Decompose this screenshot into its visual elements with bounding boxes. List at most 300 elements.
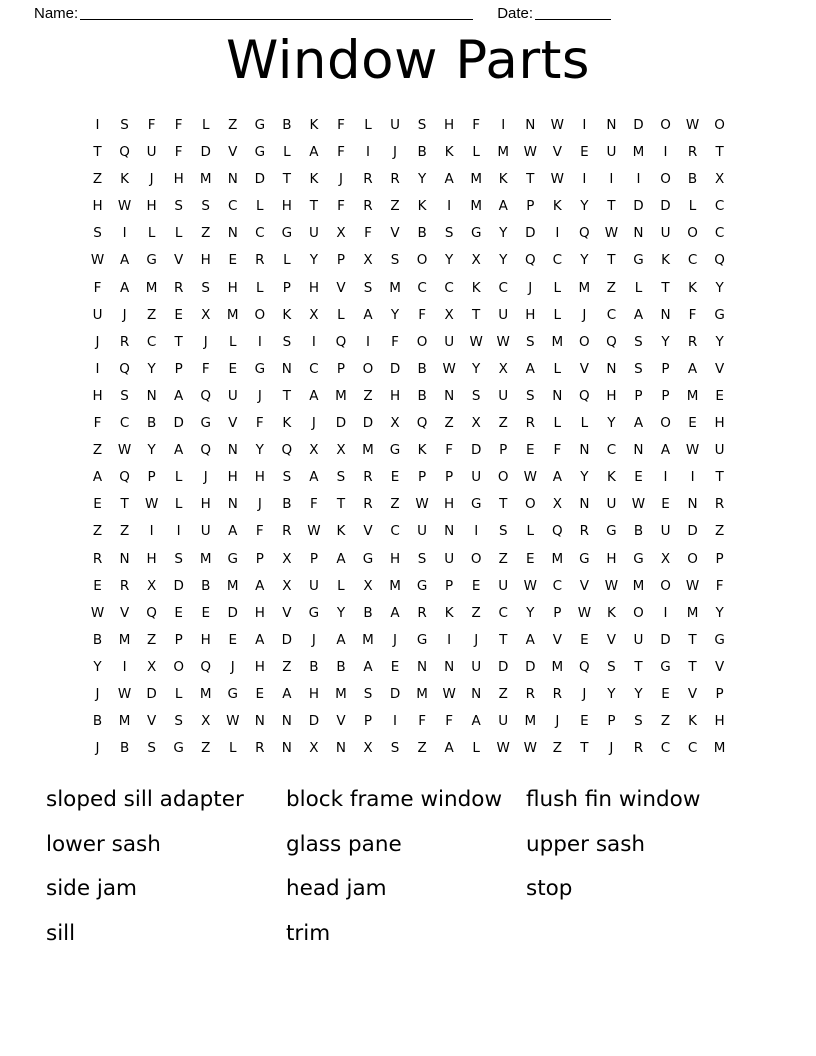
grid-cell[interactable]: A [390, 604, 400, 621]
grid-cell[interactable]: E [255, 685, 265, 702]
grid-cell[interactable]: D [200, 144, 211, 161]
grid-cell[interactable]: S [147, 740, 156, 757]
grid-cell[interactable]: F [310, 496, 318, 513]
grid-cell[interactable]: D [308, 713, 320, 730]
grid-cell[interactable]: R [363, 198, 373, 215]
grid-cell[interactable]: Y [472, 360, 481, 377]
grid-cell[interactable]: X [146, 658, 157, 675]
grid-cell[interactable]: L [553, 360, 562, 377]
grid-cell[interactable]: W [117, 685, 132, 702]
grid-cell[interactable]: K [417, 198, 427, 215]
grid-cell[interactable]: W [307, 523, 321, 540]
grid-cell[interactable]: M [578, 279, 591, 296]
grid-cell[interactable]: Q [281, 442, 293, 459]
grid-cell[interactable]: N [227, 496, 238, 513]
grid-cell[interactable]: H [146, 550, 157, 567]
grid-cell[interactable]: L [472, 740, 480, 757]
grid-cell[interactable]: M [226, 306, 239, 323]
grid-cell[interactable]: Y [580, 252, 589, 269]
grid-cell[interactable]: M [686, 387, 699, 404]
grid-cell[interactable]: N [119, 550, 130, 567]
grid-cell[interactable]: I [690, 469, 695, 486]
grid-cell[interactable]: I [501, 117, 506, 133]
grid-cell[interactable]: M [199, 550, 212, 567]
grid-cell[interactable]: P [661, 360, 670, 377]
grid-cell[interactable]: N [579, 442, 590, 459]
grid-cell[interactable]: Z [498, 550, 508, 567]
grid-cell[interactable]: Z [498, 685, 508, 702]
grid-cell[interactable]: I [366, 333, 370, 350]
grid-cell[interactable]: A [309, 469, 319, 486]
grid-cell[interactable]: G [470, 225, 482, 242]
grid-cell[interactable]: D [525, 225, 536, 242]
grid-cell[interactable]: M [335, 387, 347, 404]
grid-cell[interactable]: P [418, 469, 427, 486]
grid-cell[interactable]: B [201, 577, 211, 594]
grid-cell[interactable]: A [174, 387, 184, 404]
grid-cell[interactable]: H [200, 252, 211, 269]
grid-cell[interactable]: F [147, 117, 156, 133]
grid-cell[interactable]: I [393, 713, 398, 730]
grid-cell[interactable]: Y [607, 415, 616, 432]
grid-cell[interactable]: H [525, 306, 536, 323]
grid-cell[interactable]: K [336, 523, 346, 540]
grid-cell[interactable]: X [471, 252, 481, 269]
grid-cell[interactable]: Y [661, 333, 670, 350]
grid-cell[interactable]: E [390, 469, 400, 486]
grid-cell[interactable]: J [203, 333, 208, 350]
grid-cell[interactable]: E [93, 577, 102, 594]
word-list-item[interactable]: flush fin window [526, 787, 701, 812]
grid-cell[interactable]: U [444, 550, 455, 567]
grid-cell[interactable]: A [444, 171, 454, 188]
grid-cell[interactable]: H [606, 387, 617, 404]
grid-cell[interactable]: O [660, 171, 671, 188]
grid-cell[interactable]: X [309, 306, 319, 323]
grid-cell[interactable]: I [122, 658, 127, 675]
grid-cell[interactable]: D [633, 198, 644, 215]
grid-cell[interactable]: B [282, 117, 292, 133]
grid-cell[interactable]: T [715, 469, 724, 486]
grid-cell[interactable]: R [552, 685, 563, 702]
grid-cell[interactable]: P [715, 685, 724, 702]
grid-cell[interactable]: M [470, 198, 482, 215]
grid-cell[interactable]: I [474, 523, 479, 540]
grid-cell[interactable]: O [633, 604, 644, 621]
grid-cell[interactable]: C [552, 252, 563, 269]
grid-cell[interactable]: V [579, 577, 589, 594]
grid-cell[interactable]: E [661, 685, 670, 702]
grid-cell[interactable]: B [146, 415, 157, 432]
grid-cell[interactable]: T [607, 252, 616, 269]
grid-cell[interactable]: Y [390, 306, 400, 323]
grid-cell[interactable]: A [174, 442, 184, 459]
grid-cell[interactable]: T [93, 144, 102, 161]
grid-cell[interactable]: I [122, 225, 127, 242]
grid-cell[interactable]: H [444, 496, 455, 513]
grid-cell[interactable]: A [633, 415, 644, 432]
grid-cell[interactable]: W [496, 740, 510, 757]
grid-cell[interactable]: Z [92, 523, 103, 540]
grid-cell[interactable]: Y [255, 442, 264, 459]
grid-cell[interactable]: F [445, 713, 454, 730]
grid-cell[interactable]: X [471, 415, 481, 432]
grid-cell[interactable]: Q [524, 252, 536, 269]
grid-cell[interactable]: J [203, 469, 208, 486]
grid-cell[interactable]: F [715, 577, 724, 594]
grid-cell[interactable]: D [227, 604, 238, 621]
grid-cell[interactable]: R [633, 740, 644, 757]
grid-cell[interactable]: X [498, 360, 508, 377]
grid-cell[interactable]: W [685, 117, 700, 133]
grid-cell[interactable]: X [714, 171, 725, 188]
grid-cell[interactable]: J [311, 631, 316, 648]
grid-cell[interactable]: F [391, 333, 399, 350]
grid-cell[interactable]: K [282, 306, 292, 323]
grid-cell[interactable]: S [174, 550, 183, 567]
grid-cell[interactable]: R [687, 333, 698, 350]
grid-cell[interactable]: H [389, 550, 401, 567]
grid-cell[interactable]: J [230, 658, 235, 675]
grid-cell[interactable]: B [417, 225, 427, 242]
grid-cell[interactable]: Z [201, 740, 211, 757]
grid-cell[interactable]: N [579, 496, 590, 513]
grid-cell[interactable]: L [553, 279, 562, 296]
grid-cell[interactable]: Y [93, 658, 102, 675]
grid-cell[interactable]: B [309, 658, 319, 675]
grid-cell[interactable]: L [147, 225, 156, 242]
grid-cell[interactable]: A [255, 631, 265, 648]
grid-cell[interactable]: D [254, 171, 265, 188]
grid-cell[interactable]: N [227, 225, 238, 242]
grid-cell[interactable]: A [309, 387, 319, 404]
grid-cell[interactable]: E [580, 631, 589, 648]
grid-cell[interactable]: U [660, 225, 671, 242]
grid-cell[interactable]: I [582, 117, 587, 133]
grid-cell[interactable]: H [281, 198, 292, 215]
grid-cell[interactable]: A [525, 631, 535, 648]
grid-cell[interactable]: H [308, 685, 319, 702]
grid-cell[interactable]: B [92, 631, 103, 648]
grid-cell[interactable]: Y [417, 171, 427, 188]
grid-cell[interactable]: S [201, 279, 210, 296]
grid-cell[interactable]: N [606, 360, 617, 377]
grid-cell[interactable]: K [471, 279, 481, 296]
grid-cell[interactable]: M [362, 442, 374, 459]
grid-cell[interactable]: D [498, 658, 509, 675]
grid-cell[interactable]: E [201, 604, 210, 621]
grid-cell[interactable]: M [389, 279, 401, 296]
grid-cell[interactable]: D [660, 198, 671, 215]
grid-cell[interactable]: W [604, 577, 619, 594]
grid-cell[interactable]: J [393, 631, 398, 648]
grid-cell[interactable]: P [499, 442, 508, 459]
name-blank-field[interactable] [80, 6, 473, 20]
grid-cell[interactable]: B [687, 171, 698, 188]
grid-cell[interactable]: T [499, 631, 508, 648]
grid-cell[interactable]: A [228, 523, 238, 540]
grid-cell[interactable]: S [174, 198, 183, 215]
grid-cell[interactable]: O [173, 658, 184, 675]
grid-cell[interactable]: F [337, 117, 345, 133]
grid-cell[interactable]: J [582, 306, 587, 323]
grid-cell[interactable]: U [498, 306, 509, 323]
grid-cell[interactable]: O [470, 550, 482, 567]
grid-cell[interactable]: A [119, 252, 130, 269]
grid-cell[interactable]: V [282, 604, 292, 621]
grid-cell[interactable]: W [469, 333, 483, 350]
grid-cell[interactable]: M [713, 740, 726, 757]
grid-cell[interactable]: Z [390, 198, 400, 215]
grid-cell[interactable]: A [309, 144, 319, 161]
grid-cell[interactable]: N [471, 685, 482, 702]
grid-cell[interactable]: E [93, 496, 102, 513]
grid-cell[interactable]: E [471, 577, 481, 594]
grid-cell[interactable]: Z [146, 631, 157, 648]
grid-cell[interactable]: I [555, 225, 560, 242]
grid-cell[interactable]: Z [92, 442, 103, 459]
grid-cell[interactable]: L [201, 117, 210, 133]
grid-cell[interactable]: H [173, 171, 184, 188]
grid-cell[interactable]: R [255, 252, 265, 269]
grid-cell[interactable]: T [282, 171, 291, 188]
grid-cell[interactable]: M [524, 713, 537, 730]
grid-cell[interactable]: L [283, 144, 291, 161]
grid-cell[interactable]: W [442, 360, 456, 377]
grid-cell[interactable]: K [552, 198, 562, 215]
grid-cell[interactable]: E [634, 469, 643, 486]
grid-cell[interactable]: Q [146, 604, 157, 621]
grid-cell[interactable]: S [417, 117, 427, 133]
grid-cell[interactable]: F [93, 415, 102, 432]
grid-cell[interactable]: Y [634, 685, 643, 702]
grid-cell[interactable]: E [715, 387, 724, 404]
grid-cell[interactable]: A [525, 360, 535, 377]
grid-cell[interactable]: L [364, 117, 372, 133]
grid-cell[interactable]: F [174, 117, 183, 133]
grid-cell[interactable]: U [146, 144, 157, 161]
grid-cell[interactable]: I [609, 171, 614, 188]
grid-cell[interactable]: Z [119, 523, 130, 540]
grid-cell[interactable]: U [308, 225, 319, 242]
grid-cell[interactable]: W [442, 685, 456, 702]
grid-cell[interactable]: C [146, 333, 157, 350]
grid-cell[interactable]: S [93, 225, 102, 242]
grid-cell[interactable]: U [200, 523, 211, 540]
grid-cell[interactable]: D [389, 685, 401, 702]
grid-cell[interactable]: V [552, 631, 562, 648]
grid-cell[interactable]: L [256, 198, 264, 215]
grid-cell[interactable]: C [119, 415, 130, 432]
grid-cell[interactable]: U [606, 496, 617, 513]
grid-cell[interactable]: O [524, 496, 536, 513]
grid-cell[interactable]: A [255, 577, 265, 594]
grid-cell[interactable]: P [607, 713, 616, 730]
grid-cell[interactable]: L [337, 577, 345, 594]
grid-cell[interactable]: S [363, 279, 373, 296]
grid-cell[interactable]: A [444, 740, 454, 757]
grid-cell[interactable]: G [579, 550, 590, 567]
grid-cell[interactable]: M [362, 631, 374, 648]
grid-cell[interactable]: G [660, 658, 671, 675]
grid-cell[interactable]: V [579, 360, 589, 377]
grid-cell[interactable]: B [417, 144, 427, 161]
grid-cell[interactable]: O [497, 469, 509, 486]
grid-cell[interactable]: G [254, 360, 266, 377]
grid-cell[interactable]: L [228, 333, 237, 350]
grid-cell[interactable]: Z [92, 171, 103, 188]
grid-cell[interactable]: I [582, 171, 587, 188]
grid-cell[interactable]: V [714, 360, 725, 377]
grid-cell[interactable]: S [201, 198, 210, 215]
grid-cell[interactable]: M [551, 550, 564, 567]
grid-cell[interactable]: P [526, 198, 535, 215]
grid-cell[interactable]: M [199, 171, 212, 188]
grid-cell[interactable]: U [444, 333, 455, 350]
grid-cell[interactable]: G [254, 144, 266, 161]
grid-cell[interactable]: M [470, 171, 482, 188]
grid-cell[interactable]: D [281, 631, 293, 648]
grid-cell[interactable]: M [686, 604, 699, 621]
grid-cell[interactable]: A [92, 469, 103, 486]
grid-cell[interactable]: F [337, 144, 345, 161]
grid-cell[interactable]: C [498, 279, 508, 296]
grid-cell[interactable]: Y [580, 469, 589, 486]
grid-cell[interactable]: Q [606, 333, 617, 350]
grid-cell[interactable]: I [636, 171, 641, 188]
grid-cell[interactable]: S [634, 360, 643, 377]
grid-cell[interactable]: G [416, 577, 428, 594]
grid-cell[interactable]: C [606, 306, 617, 323]
grid-cell[interactable]: F [418, 713, 426, 730]
grid-cell[interactable]: O [362, 360, 374, 377]
grid-cell[interactable]: R [525, 415, 535, 432]
grid-cell[interactable]: X [363, 577, 373, 594]
grid-cell[interactable]: E [228, 360, 238, 377]
grid-cell[interactable]: C [714, 225, 725, 242]
grid-cell[interactable]: H [254, 604, 265, 621]
grid-cell[interactable]: J [95, 333, 100, 350]
grid-cell[interactable]: S [525, 333, 535, 350]
grid-cell[interactable]: H [227, 469, 238, 486]
grid-cell[interactable]: N [254, 713, 265, 730]
grid-cell[interactable]: E [580, 144, 589, 161]
grid-cell[interactable]: Y [499, 225, 508, 242]
grid-cell[interactable]: G [227, 550, 238, 567]
grid-cell[interactable]: C [498, 604, 508, 621]
grid-cell[interactable]: H [606, 550, 617, 567]
grid-cell[interactable]: W [523, 144, 537, 161]
grid-cell[interactable]: Z [390, 496, 400, 513]
grid-cell[interactable]: C [417, 279, 427, 296]
word-list-item[interactable]: trim [286, 920, 331, 946]
grid-cell[interactable]: A [363, 306, 373, 323]
grid-cell[interactable]: F [553, 442, 562, 459]
grid-cell[interactable]: R [255, 740, 265, 757]
grid-cell[interactable]: U [417, 523, 428, 540]
grid-cell[interactable]: L [553, 306, 562, 323]
grid-cell[interactable]: V [146, 713, 157, 730]
grid-cell[interactable]: N [281, 713, 292, 730]
grid-cell[interactable]: H [92, 387, 103, 404]
grid-cell[interactable]: R [687, 144, 698, 161]
grid-cell[interactable]: Z [444, 415, 454, 432]
grid-cell[interactable]: Z [282, 658, 292, 675]
grid-cell[interactable]: N [417, 658, 428, 675]
grid-cell[interactable]: X [146, 577, 157, 594]
grid-cell[interactable]: R [173, 279, 184, 296]
grid-cell[interactable]: G [389, 442, 401, 459]
grid-cell[interactable]: W [226, 713, 240, 730]
grid-cell[interactable]: V [714, 658, 725, 675]
grid-cell[interactable]: P [661, 387, 670, 404]
grid-cell[interactable]: X [282, 577, 292, 594]
grid-cell[interactable]: R [119, 577, 130, 594]
grid-cell[interactable]: V [687, 685, 698, 702]
grid-cell[interactable]: Y [499, 252, 508, 269]
grid-cell[interactable]: R [363, 171, 373, 188]
word-list-item[interactable]: side jam [46, 876, 137, 901]
grid-cell[interactable]: M [632, 144, 645, 161]
grid-cell[interactable]: H [200, 631, 211, 648]
grid-cell[interactable]: H [254, 658, 265, 675]
grid-cell[interactable]: X [201, 713, 211, 730]
grid-cell[interactable]: Y [309, 252, 319, 269]
grid-cell[interactable]: K [606, 469, 616, 486]
grid-cell[interactable]: S [634, 713, 643, 730]
grid-cell[interactable]: U [471, 658, 482, 675]
grid-cell[interactable]: P [634, 387, 643, 404]
grid-cell[interactable]: J [609, 740, 614, 757]
grid-cell[interactable]: Q [416, 415, 428, 432]
grid-cell[interactable]: T [580, 740, 589, 757]
word-list-item[interactable]: block frame window [286, 787, 503, 812]
grid-cell[interactable]: T [120, 496, 129, 513]
grid-cell[interactable]: O [660, 577, 671, 594]
grid-cell[interactable]: G [470, 496, 482, 513]
grid-cell[interactable]: I [95, 360, 100, 377]
grid-cell[interactable]: N [281, 360, 292, 377]
grid-cell[interactable]: R [714, 496, 725, 513]
grid-cell[interactable]: X [390, 415, 400, 432]
grid-cell[interactable]: Q [200, 442, 212, 459]
grid-cell[interactable]: P [147, 469, 156, 486]
grid-cell[interactable]: A [552, 469, 562, 486]
grid-cell[interactable]: J [311, 415, 316, 432]
grid-cell[interactable]: B [417, 387, 427, 404]
grid-cell[interactable]: D [470, 442, 482, 459]
grid-cell[interactable]: M [551, 658, 564, 675]
grid-cell[interactable]: X [660, 550, 671, 567]
grid-cell[interactable]: X [309, 740, 319, 757]
grid-cell[interactable]: V [363, 523, 373, 540]
grid-cell[interactable]: V [228, 415, 238, 432]
grid-cell[interactable]: S [471, 387, 481, 404]
grid-cell[interactable]: S [607, 658, 616, 675]
grid-cell[interactable]: Z [606, 279, 617, 296]
grid-cell[interactable]: Z [660, 713, 671, 730]
grid-cell[interactable]: Z [498, 415, 508, 432]
grid-cell[interactable]: N [633, 442, 644, 459]
grid-cell[interactable]: M [335, 685, 347, 702]
grid-cell[interactable]: A [498, 198, 508, 215]
grid-cell[interactable]: O [579, 333, 590, 350]
grid-cell[interactable]: I [663, 469, 668, 486]
grid-cell[interactable]: S [336, 469, 346, 486]
grid-cell[interactable]: D [335, 415, 347, 432]
grid-cell[interactable]: B [119, 740, 130, 757]
grid-cell[interactable]: T [499, 496, 508, 513]
